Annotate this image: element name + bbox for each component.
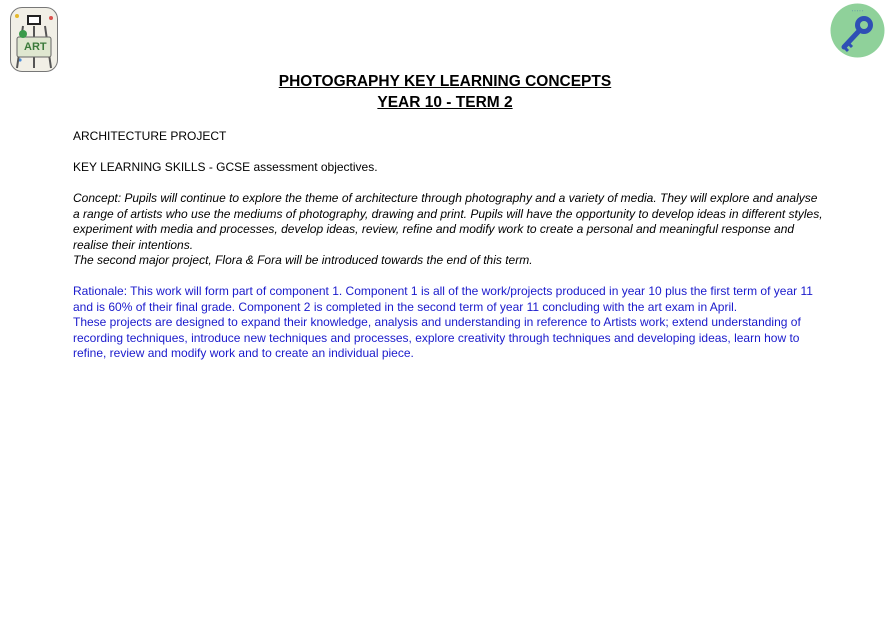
rationale-section: [73, 284, 823, 362]
key-icon: [830, 3, 885, 58]
page-title: PHOTOGRAPHY KEY LEARNING CONCEPTS: [278, 73, 612, 90]
svg-text:◦ ◦ ◦ ◦ ◦: ◦ ◦ ◦ ◦ ◦: [851, 8, 864, 13]
projects-designed-paragraph: These projects are designed to expand their knowledge, analysis and understanding in reference to Artists work; extend understanding of recording techniques, introduce new techniques and processes, explore creativity through techniques and developing ideas, learn how to refine, review and modify work and to create an individual piece.: [73, 315, 801, 360]
key-skills-line: KEY LEARNING SKILLS - GCSE assessment objectives.: [73, 160, 378, 174]
rationale-paragraph: Rationale: This work will form part of component 1. Component 1 is all of the work/projects produced in year 10 plus the first term of year 11 and is 60% of their final grade. Component 2 is completed in the second term of year 11 concluding with the art exam in April.: [73, 284, 813, 314]
page-subtitle: YEAR 10 - TERM 2: [377, 94, 513, 111]
second-project-paragraph: The second major project, Flora & Fora will be introduced towards the end of this term.: [73, 253, 533, 267]
art-easel-icon: [11, 8, 57, 71]
key-logo: [830, 3, 885, 58]
project-heading: ARCHITECTURE PROJECT: [73, 129, 227, 143]
art-easel-logo: [10, 7, 58, 72]
art-logo-text: ART: [24, 41, 47, 53]
concept-section: [73, 191, 823, 269]
concept-paragraph: Concept: Pupils will continue to explore the theme of architecture through photography and a variety of media. They will explore and analyse a range of artists who use the mediums of photography, drawing and print. Pupils will have the opportunity to develop ideas in different styles, experiment with media and processes, develop ideas, review, refine and modify work to create a personal and meaningful response and realise their intentions.: [73, 191, 823, 252]
